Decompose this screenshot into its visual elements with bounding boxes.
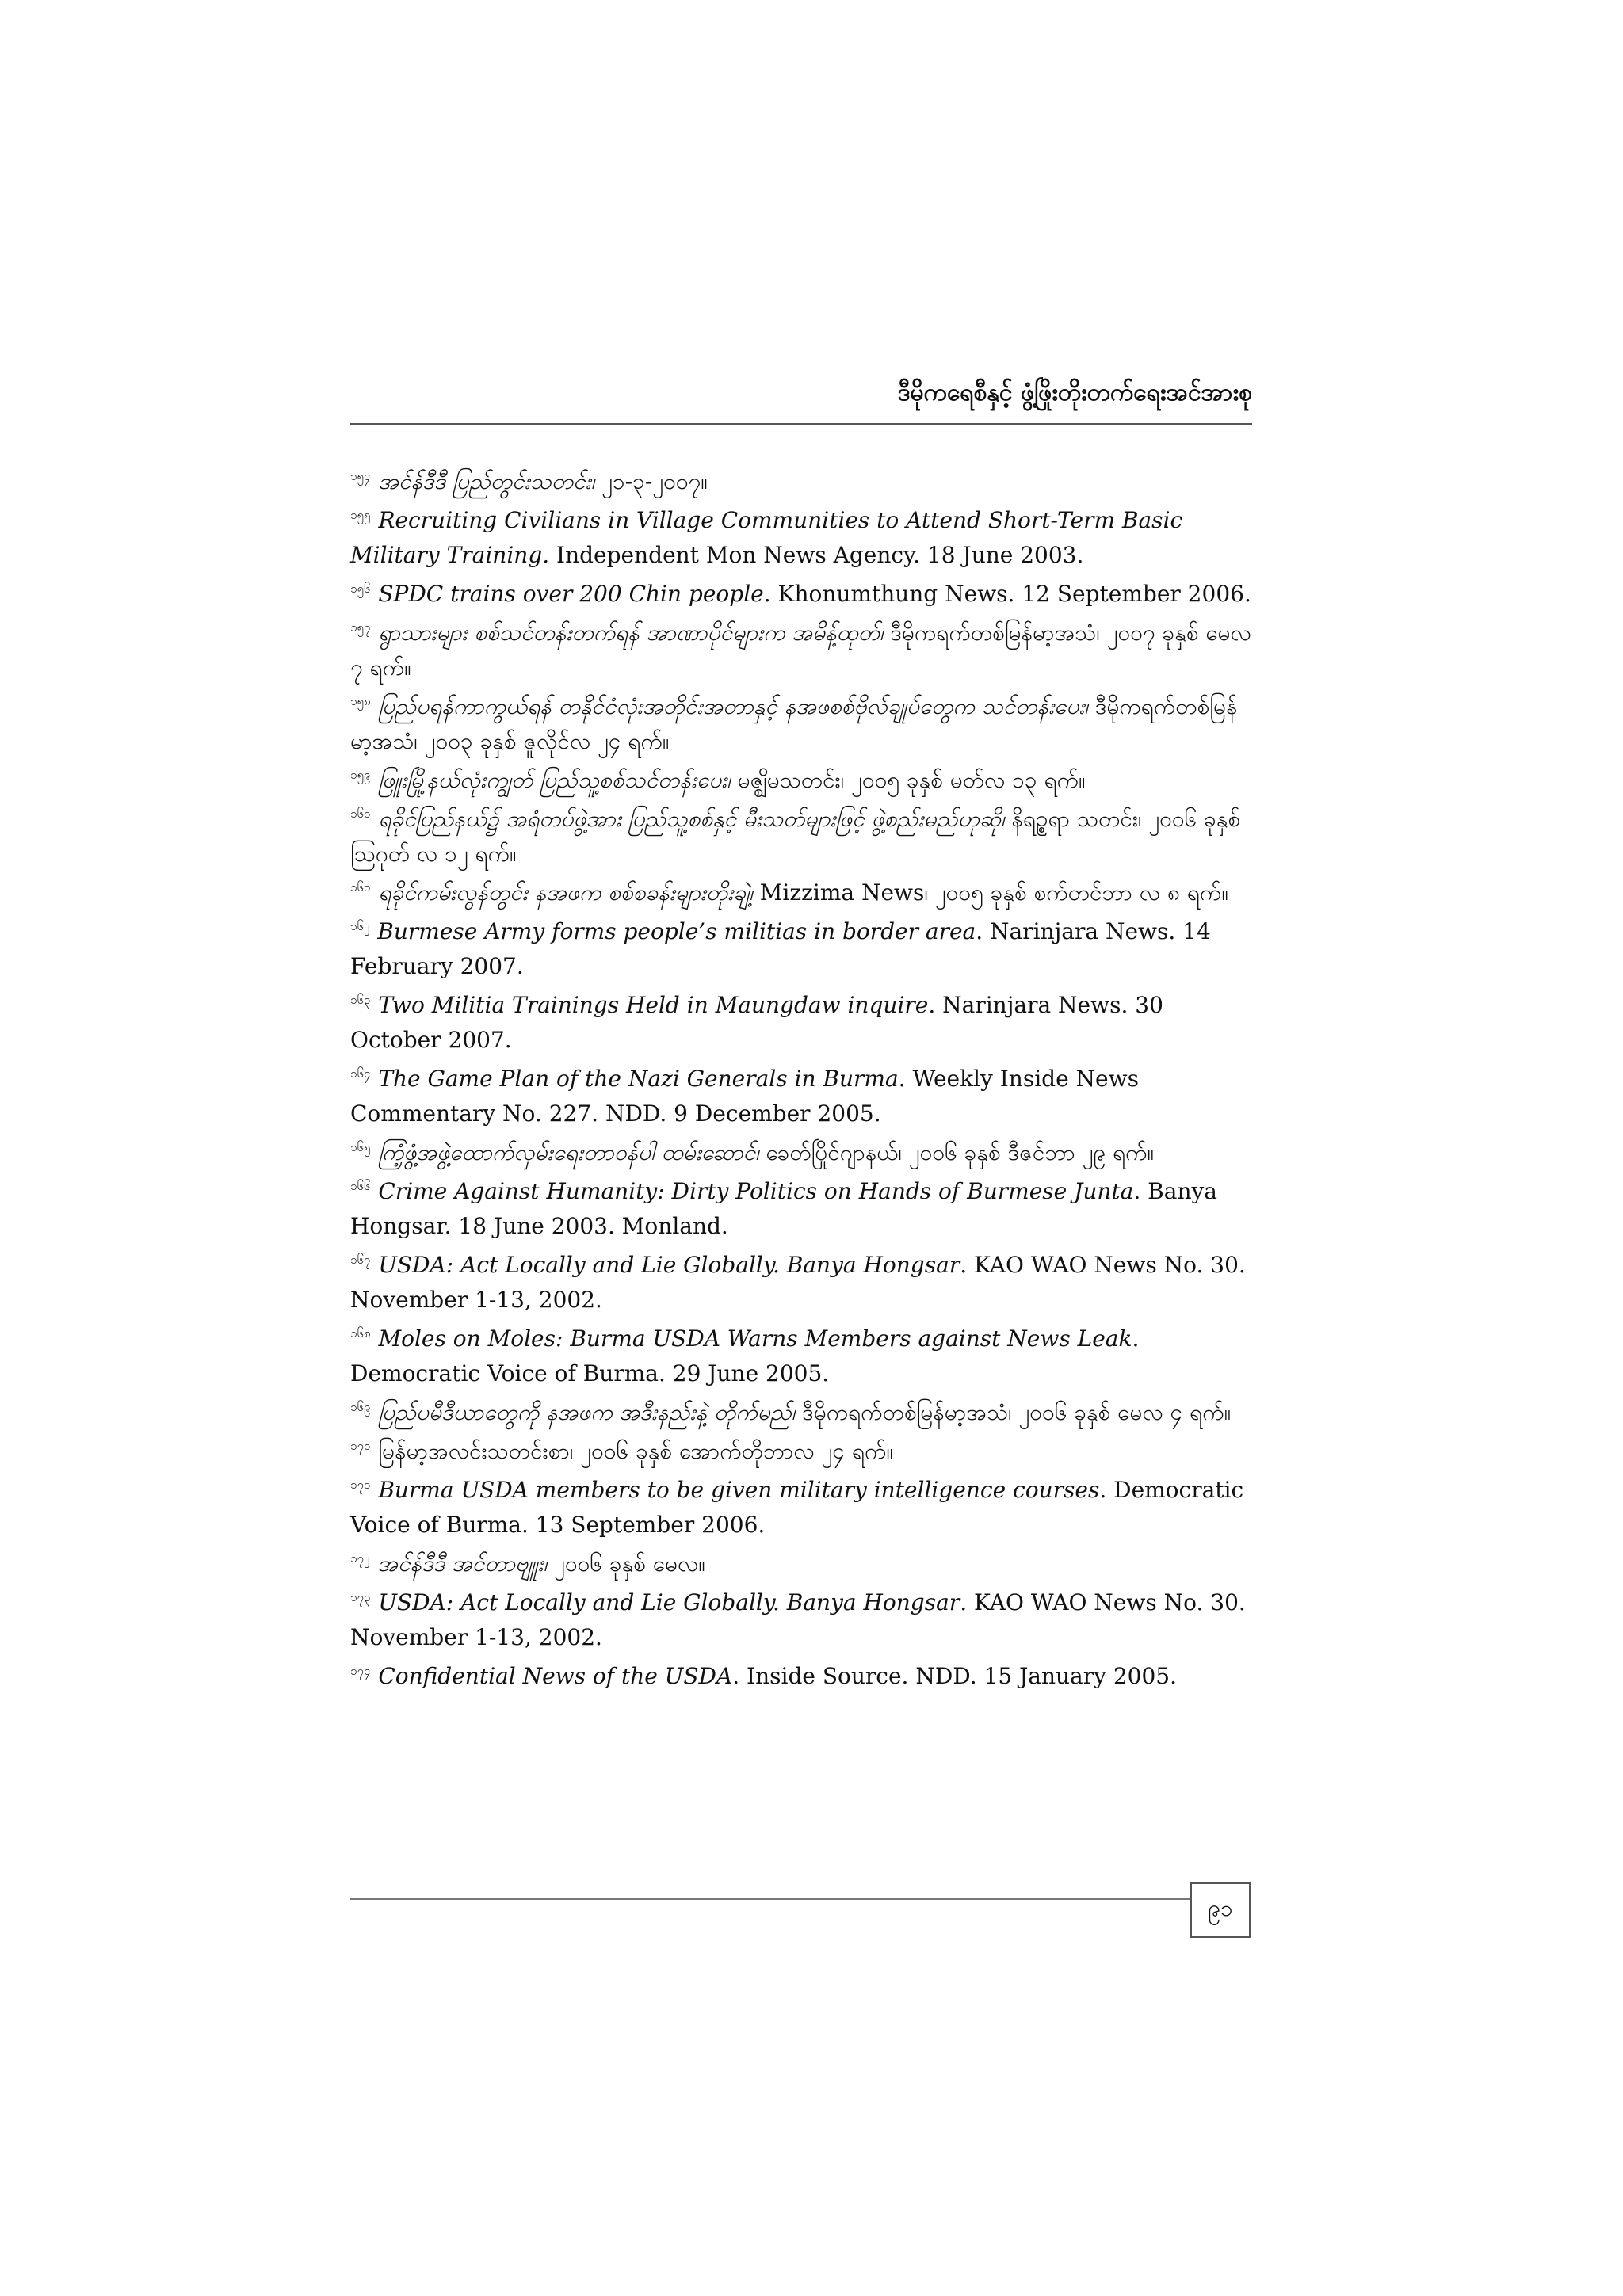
footnote-source: . Democratic Voice of Burma. 29 June 2005. bbox=[350, 1325, 1140, 1386]
footnotes-list bbox=[350, 464, 1252, 1698]
footnote bbox=[350, 1174, 1252, 1244]
footnote-title: Recruiting Civilians in Village Communities to Attend Short-Term Basic Military Training. bbox=[350, 507, 1183, 568]
footnote-number: ၁၆၀ bbox=[350, 807, 371, 821]
footnote bbox=[350, 1135, 1252, 1170]
footnote-number: ၁၆၃ bbox=[350, 993, 371, 1007]
footnote-source: . Weekly Inside News Commentary No. 227. NDD. 9 December 2005. bbox=[350, 1066, 1139, 1127]
footnote-title: Two Militia Trainings Held in Maungdaw inquire bbox=[378, 992, 929, 1018]
footnote-source: ၂၀၀၆ ခုနှစ် မေလ။ bbox=[547, 1550, 705, 1577]
footnote-title: အင်န်ဒီဒီ အင်တာဗျူး၊ bbox=[377, 1550, 548, 1577]
footnote-source: . Narinjara News. 14 February 2007. bbox=[350, 918, 1211, 979]
footnote-title: Burma USDA members to be given military intelligence courses bbox=[378, 1477, 1100, 1503]
footnote-number: ၁၆၈ bbox=[350, 1326, 371, 1341]
footnote-number: ၁၇၄ bbox=[350, 1664, 371, 1678]
footnote-title: ကြံ့ဖွံ့အဖွဲ့ထောက်လှမ်းရေးတာဝန်ပါ ထမ်းဆောင်၊ bbox=[378, 1139, 759, 1165]
footnote-title: ရွာသားများ စစ်သင်တန်းတက်ရန် အာဏာပိုင်များက အမိန့်ထုတ်၊ bbox=[378, 620, 884, 646]
footnote-number: ၁၆၆ bbox=[350, 1179, 371, 1193]
page-number: ၉၁ bbox=[1190, 1882, 1251, 1938]
footnote-number: ၁၆၄ bbox=[350, 1066, 371, 1081]
footnote-source: . Banya Hongsar. 18 June 2003. Monland. bbox=[350, 1178, 1217, 1239]
footnote-title: ပြည်ပမီဒီယာတွေကို နအဖက အဒီးနည်းနဲ့ တိုက်မည်၊ bbox=[378, 1399, 796, 1425]
footnote-number: ၁၆၅ bbox=[350, 1140, 371, 1154]
footnote-number: ၁၆၉ bbox=[350, 1400, 371, 1414]
footnote-number: ၁၆၁ bbox=[350, 880, 371, 894]
footnote-number: ၁၇၀ bbox=[350, 1439, 371, 1453]
footnote bbox=[350, 763, 1252, 798]
footnote-title: ရခိုင်ပြည်နယ်၌ အရံတပ်ဖွဲ့အား ပြည်သူ့စစ်နှင့် မီးသတ်များဖြင့် ဖွဲ့စည်းမည်ဟုဆို၊ bbox=[378, 806, 1005, 832]
footnote-title: USDA: Act Locally and Lie Globally. Banya Hongsar bbox=[378, 1252, 960, 1278]
footnote-number: ၁၅၇ bbox=[350, 620, 371, 635]
footnote bbox=[350, 1322, 1252, 1391]
footnote-number: ၁၅၉ bbox=[350, 768, 371, 782]
footnote bbox=[350, 464, 1252, 499]
footnote bbox=[350, 1659, 1252, 1694]
footnote bbox=[350, 1062, 1252, 1131]
footnote bbox=[350, 689, 1252, 759]
footnote-source: ဒီမိုကရက်တစ်မြန်မာ့အသံ၊ ၂၀၀၆ ခုနှစ် မေလ ၄ ရက်။ bbox=[795, 1399, 1232, 1425]
footnote-number: ၁၅၈ bbox=[350, 694, 371, 708]
footnote-source: ဒီမိုကရက်တစ်မြန်မာ့အသံ၊ ၂၀၀၇ ခုနှစ် မေလ ၇ ရက်။ bbox=[350, 620, 1251, 681]
footnote-title: SPDC trains over 200 Chin people bbox=[378, 581, 764, 607]
footnote-source: . Inside Source. NDD. 15 January 2005. bbox=[732, 1663, 1178, 1689]
footnote bbox=[350, 1473, 1252, 1543]
footnote-number: ၁၆၇ bbox=[350, 1253, 371, 1267]
footnote-title: အင်န်ဒီဒီ ပြည်တွင်းသတင်း၊ bbox=[378, 468, 595, 494]
footnote bbox=[350, 503, 1252, 573]
footnote bbox=[350, 802, 1252, 871]
footnote-source: . KAO WAO News No. 30. November 1-13, 2002. bbox=[350, 1589, 1246, 1650]
footnote-title: ပြည်ပရန်ကာကွယ်ရန် တနိုင်ငံလုံးအတိုင်းအတာနှင့် နအဖစစ်ဗိုလ်ချုပ်တွေက သင်တန်းပေး၊ bbox=[378, 693, 1088, 719]
footnote bbox=[350, 1248, 1252, 1318]
footnote-title: Crime Against Humanity: Dirty Politics on Hands of Burmese Junta bbox=[378, 1178, 1134, 1204]
footnote-number: ၁၅၅ bbox=[350, 508, 371, 522]
footnote-number: ၁၇၁ bbox=[350, 1478, 371, 1492]
footnote bbox=[350, 875, 1252, 910]
footnote-number: ၁၇၂ bbox=[350, 1551, 370, 1566]
footnote-number: ၁၆၂ bbox=[350, 919, 370, 933]
footnote-source: မဇ္ဈိမသတင်း၊ ၂၀၀၅ ခုနှစ် မတ်လ ၁၃ ရက်။ bbox=[730, 767, 1086, 793]
footnote-title: Burmese Army forms people’s militias in border area bbox=[377, 918, 976, 944]
footnote-source: . KAO WAO News No. 30. November 1-13, 2002. bbox=[350, 1252, 1246, 1313]
footnote-number: ၁၅၆ bbox=[350, 582, 371, 596]
footnote-source: . Democratic Voice of Burma. 13 September 2006. bbox=[350, 1477, 1244, 1538]
footnote-title: The Game Plan of the Nazi Generals in Burma bbox=[378, 1066, 899, 1092]
footnote bbox=[350, 988, 1252, 1058]
footnote bbox=[350, 1434, 1252, 1469]
footnote-source: Independent Mon News Agency. 18 June 2003. bbox=[549, 542, 1084, 568]
footnote-title: Confidential News of the USDA bbox=[378, 1663, 733, 1689]
footnote bbox=[350, 1585, 1252, 1655]
footnote-title: USDA: Act Locally and Lie Globally. Banya Hongsar bbox=[378, 1589, 960, 1615]
footnote bbox=[350, 1395, 1252, 1430]
footnote-source: ဒီမိုကရက်တစ်မြန်မာ့အသံ၊ ၂၀၀၃ ခုနှစ် ဇူလိုင်လ ၂၄ ရက်။ bbox=[350, 693, 1238, 754]
footnote bbox=[350, 577, 1252, 612]
footnote-title: Moles on Moles: Burma USDA Warns Members against News Leak bbox=[378, 1325, 1132, 1352]
footnote-source: . Narinjara News. 30 October 2007. bbox=[350, 992, 1163, 1053]
footnote-source: ၂၁-၃-၂၀၀၇။ bbox=[594, 468, 708, 494]
footnote-title: ဖြူးမြို့နယ်လုံးကျွတ် ပြည်သူ့စစ်သင်တန်းပေး၊ bbox=[378, 767, 731, 793]
running-header: ဒီမိုကရေစီနှင့် ဖွံ့ဖြိုးတိုးတက်ရေးအင်အားစု bbox=[897, 379, 1252, 406]
footnote-source: Mizzima News၊ ၂၀၀၅ ခုနှစ် စက်တင်ဘာ လ ၈ ရက်။ bbox=[752, 879, 1228, 906]
footnote bbox=[350, 616, 1252, 685]
footnote-source: နိရဥ္စရာ သတင်း၊ ၂၀၀၆ ခုနှစ် ဩဂုတ် လ ၁၂ ရက်။ bbox=[350, 806, 1241, 867]
footnote-source: မြန်မာ့အလင်းသတင်းစာ၊ ၂၀၀၆ ခုနှစ် အောက်တိုဘာလ ၂၄ ရက်။ bbox=[378, 1438, 893, 1464]
footer-rule bbox=[350, 1898, 1190, 1900]
footnote-number: ၁၅၄ bbox=[350, 469, 371, 483]
footnote-title: ရခိုင်ကမ်းလွန်တွင်း နအဖက စစ်စခန်းများတိုးချဲ့၊ bbox=[378, 879, 753, 906]
footnote bbox=[350, 1547, 1252, 1581]
footnote-source: ခေတ်ပြိုင်ဂျာနယ်၊ ၂၀၀၆ ခုနှစ် ဒီဇင်ဘာ ၂၉ ရက်။ bbox=[758, 1139, 1155, 1165]
footnote-source: . Khonumthung News. 12 September 2006. bbox=[763, 581, 1251, 607]
header-rule bbox=[350, 423, 1252, 425]
footnote bbox=[350, 914, 1252, 984]
footnote-number: ၁၇၃ bbox=[350, 1590, 371, 1604]
